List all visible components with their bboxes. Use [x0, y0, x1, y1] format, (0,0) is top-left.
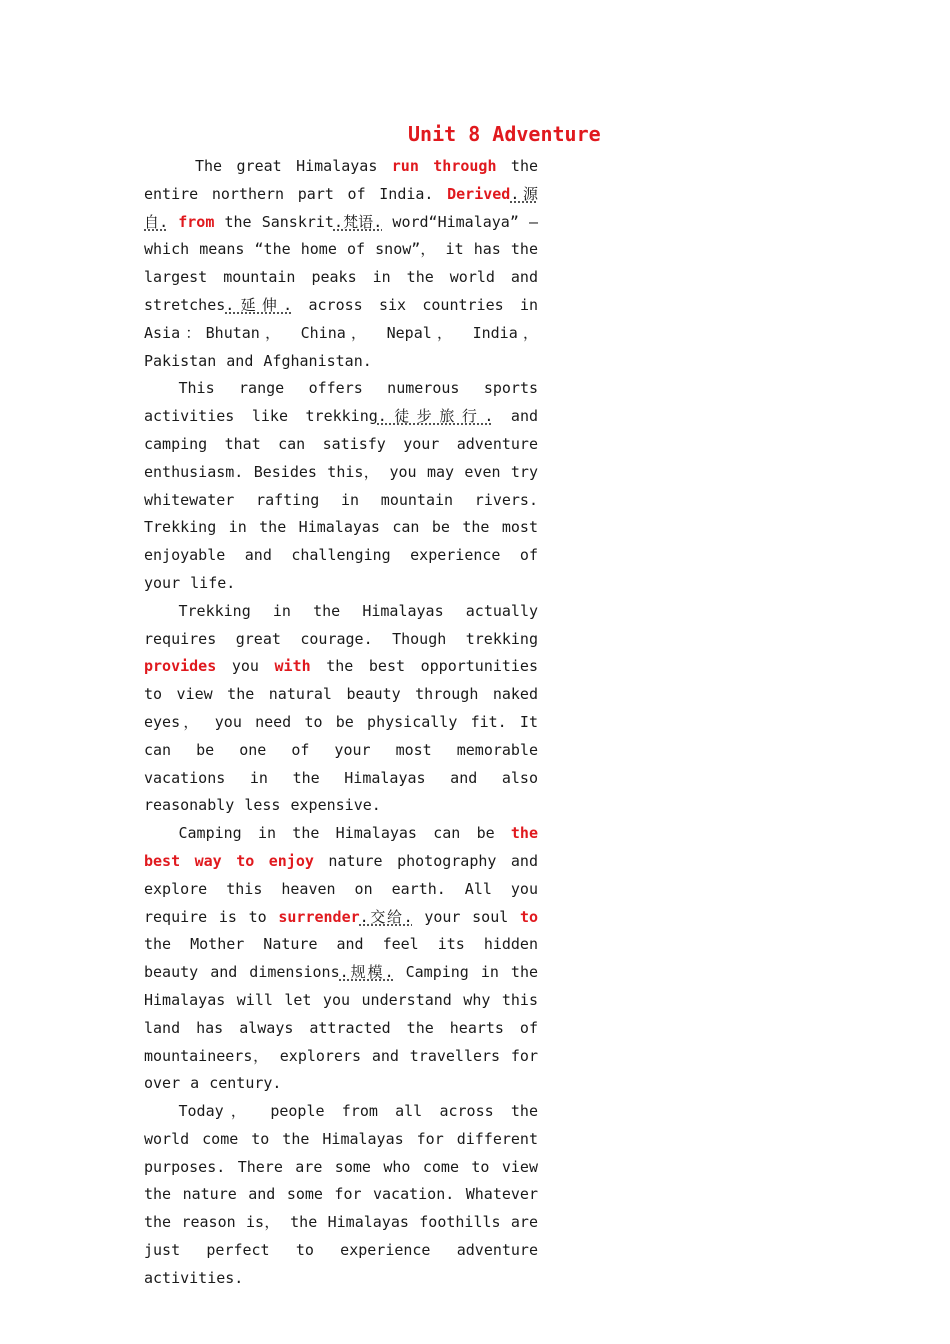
paragraph-2 — [144, 375, 538, 597]
chinese-gloss: .规模. — [339, 963, 394, 982]
chinese-gloss: .梵语. — [333, 212, 383, 231]
text-run: The great Himalayas — [195, 157, 392, 175]
key-phrase: Derived — [447, 184, 511, 203]
text-run: the best opportunities to view the natural beauty through naked eyes， you need to be physically fit. It can be one of your most memorable vacations in the Himalayas and also reasonably less expensive. — [144, 657, 538, 815]
text-run: the Mother Nature and feel its hidden beauty and dimensions — [144, 935, 538, 982]
text-run: Camping in the Himalayas will let you understand why this land has always attracted the hearts of mountaineers， explorers and travellers for over a century. — [144, 963, 539, 1093]
paragraph-5 — [144, 1098, 538, 1293]
text-run: This range offers numerous sports activities like trekking — [144, 379, 538, 426]
page-title: Unit 8 Adventure — [408, 122, 601, 146]
text-run: and camping that can satisfy your adventure enthusiasm. Besides this， you may even try whitewater rafting in mountain rivers. Trekking in the Himalayas can be the most enjoyable and challenging experience of your life. — [144, 407, 539, 592]
chinese-gloss: .源自. — [144, 184, 538, 231]
text-run: Trekking in the Himalayas actually requires great courage. Though trekking — [144, 601, 538, 648]
text-run: Today， people from all across the world come to the Himalayas for different purposes. There are some who come to view the nature and some for vacation. Whatever the reason is， the Himalayas foothills are just perfect to experience adventure activities. — [144, 1102, 538, 1287]
text-run: the Sanskrit — [214, 212, 334, 231]
text-run: nature photography and explore this heaven on earth. All you require is to — [144, 851, 538, 926]
paragraph-4 — [144, 820, 538, 1098]
key-phrase: with — [274, 657, 311, 676]
paragraph-1 — [144, 153, 538, 375]
key-phrase: run through — [391, 157, 497, 175]
chinese-gloss: .延伸. — [225, 295, 293, 314]
key-phrase: the best way to enjoy — [144, 824, 538, 870]
text-run: Camping in the Himalayas can be — [178, 824, 511, 843]
text-run: you — [216, 657, 275, 676]
text-run: the entire northern part of India. — [144, 157, 539, 203]
text-run: your soul — [412, 907, 520, 926]
text-run: across six countries in Asia：Bhutan， China， Nepal， India， Pakistan and Afghanistan. — [144, 295, 538, 370]
paragraph-3 — [144, 598, 538, 820]
key-phrase: from — [178, 212, 215, 231]
text-run: word“Himalaya” — which means “the home of snow”， it has the largest mountain peaks in the world and stretches — [144, 212, 539, 314]
chinese-gloss: .交给. — [359, 907, 413, 926]
key-phrase: surrender — [278, 907, 360, 926]
chinese-gloss: .徒步旅行. — [377, 407, 494, 426]
key-phrase: provides — [144, 657, 217, 676]
text-run — [168, 213, 178, 231]
key-phrase: to — [519, 907, 538, 926]
article-body — [144, 153, 538, 1293]
